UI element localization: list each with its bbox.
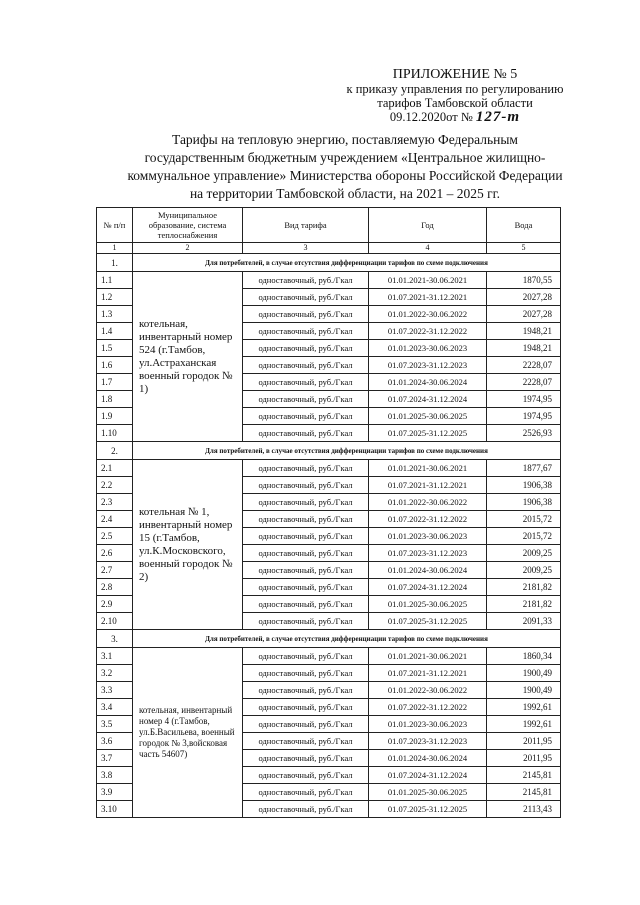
water-tariff-value: 2027,28: [487, 289, 561, 306]
row-number: 1.3: [97, 306, 133, 323]
water-tariff-value: 1992,61: [487, 716, 561, 733]
row-number: 1.8: [97, 391, 133, 408]
water-tariff-value: 2228,07: [487, 357, 561, 374]
water-tariff-value: 1900,49: [487, 682, 561, 699]
tariff-period: 01.07.2025-31.12.2025: [369, 801, 487, 818]
tariff-type: одноставочный, руб./Гкал: [243, 460, 369, 477]
heat-supply-object: котельная № 1, инвентарный номер 15 (г.Тамбов, ул.К.Московского, военный городок № 2): [133, 460, 243, 630]
water-tariff-value: 1974,95: [487, 391, 561, 408]
row-number: 3.6: [97, 733, 133, 750]
water-tariff-value: 2181,82: [487, 596, 561, 613]
row-number: 2.8: [97, 579, 133, 596]
tariff-type: одноставочный, руб./Гкал: [243, 733, 369, 750]
tariff-period: 01.01.2021-30.06.2021: [369, 272, 487, 289]
tariff-type: одноставочный, руб./Гкал: [243, 648, 369, 665]
row-number: 2.5: [97, 528, 133, 545]
title-line-2: государственным бюджетным учреждением «Центральное жилищно-: [144, 150, 546, 165]
water-tariff-value: 2145,81: [487, 767, 561, 784]
tariff-type: одноставочный, руб./Гкал: [243, 596, 369, 613]
header-water: Вода: [487, 208, 561, 243]
document-title: [110, 131, 580, 203]
row-number: 3.3: [97, 682, 133, 699]
tariff-type: одноставочный, руб./Гкал: [243, 391, 369, 408]
section-row: [97, 442, 561, 460]
appendix-header: [300, 68, 610, 124]
section-row: [97, 254, 561, 272]
water-tariff-value: 2091,33: [487, 613, 561, 630]
row-number: 2.3: [97, 494, 133, 511]
table-row: [97, 648, 561, 665]
tariff-type: одноставочный, руб./Гкал: [243, 494, 369, 511]
section-number: 1.: [97, 254, 133, 272]
row-number: 3.9: [97, 784, 133, 801]
tariff-type: одноставочный, руб./Гкал: [243, 682, 369, 699]
tariff-period: 01.07.2023-31.12.2023: [369, 733, 487, 750]
row-number: 2.7: [97, 562, 133, 579]
water-tariff-value: 2011,95: [487, 733, 561, 750]
tariff-type: одноставочный, руб./Гкал: [243, 425, 369, 442]
appendix-order-line: к приказу управления по регулированию: [346, 82, 564, 96]
tariff-period: 01.01.2021-30.06.2021: [369, 648, 487, 665]
header-municipality: Муниципальное образование, система теплоснабжения: [133, 208, 243, 243]
row-number: 2.6: [97, 545, 133, 562]
section-row: [97, 630, 561, 648]
row-number: 2.1: [97, 460, 133, 477]
column-number-row: [97, 243, 561, 254]
tariff-period: 01.01.2022-30.06.2022: [369, 494, 487, 511]
row-number: 2.4: [97, 511, 133, 528]
header-tariff-type: Вид тарифа: [243, 208, 369, 243]
tariff-period: 01.07.2022-31.12.2022: [369, 511, 487, 528]
water-tariff-value: 1870,55: [487, 272, 561, 289]
tariff-type: одноставочный, руб./Гкал: [243, 528, 369, 545]
title-line-3: коммунальное управление» Министерства обороны Российской Федерации: [127, 168, 563, 183]
row-number: 3.5: [97, 716, 133, 733]
order-number-handwritten: 127-т: [475, 109, 521, 125]
tariff-period: 01.01.2023-30.06.2023: [369, 340, 487, 357]
water-tariff-value: 1906,38: [487, 494, 561, 511]
water-tariff-value: 2011,95: [487, 750, 561, 767]
water-tariff-value: 2145,81: [487, 784, 561, 801]
row-number: 1.1: [97, 272, 133, 289]
row-number: 1.4: [97, 323, 133, 340]
water-tariff-value: 2009,25: [487, 545, 561, 562]
tariff-type: одноставочный, руб./Гкал: [243, 306, 369, 323]
appendix-title: ПРИЛОЖЕНИЕ № 5: [392, 67, 518, 82]
row-number: 3.7: [97, 750, 133, 767]
tariff-period: 01.07.2023-31.12.2023: [369, 357, 487, 374]
column-number: 3: [243, 243, 369, 254]
section-number: 2.: [97, 442, 133, 460]
heat-supply-object: котельная, инвентарный номер 524 (г.Тамбов, ул.Астраханская военный городок № 1): [133, 272, 243, 442]
tariff-type: одноставочный, руб./Гкал: [243, 767, 369, 784]
order-date: 09.12.2020от №: [389, 110, 473, 124]
tariff-period: 01.07.2021-31.12.2021: [369, 477, 487, 494]
tariff-period: 01.01.2023-30.06.2023: [369, 528, 487, 545]
tariff-period: 01.07.2021-31.12.2021: [369, 665, 487, 682]
tariff-type: одноставочный, руб./Гкал: [243, 289, 369, 306]
water-tariff-value: 1877,67: [487, 460, 561, 477]
tariff-period: 01.01.2022-30.06.2022: [369, 682, 487, 699]
row-number: 1.7: [97, 374, 133, 391]
water-tariff-value: 1948,21: [487, 340, 561, 357]
tariff-period: 01.01.2024-30.06.2024: [369, 374, 487, 391]
table-header-row: [97, 208, 561, 243]
tariff-type: одноставочный, руб./Гкал: [243, 801, 369, 818]
column-number: 1: [97, 243, 133, 254]
water-tariff-value: 2015,72: [487, 528, 561, 545]
tariff-type: одноставочный, руб./Гкал: [243, 323, 369, 340]
tariff-period: 01.07.2024-31.12.2024: [369, 767, 487, 784]
tariff-period: 01.01.2023-30.06.2023: [369, 716, 487, 733]
tariff-type: одноставочный, руб./Гкал: [243, 272, 369, 289]
row-number: 1.6: [97, 357, 133, 374]
row-number: 1.5: [97, 340, 133, 357]
section-number: 3.: [97, 630, 133, 648]
tariff-type: одноставочный, руб./Гкал: [243, 357, 369, 374]
tariff-type: одноставочный, руб./Гкал: [243, 699, 369, 716]
title-line-4: на территории Тамбовской области, на 2021 – 2025 гг.: [189, 186, 501, 201]
tariff-period: 01.07.2022-31.12.2022: [369, 699, 487, 716]
table-body: [97, 254, 561, 818]
table-row: [97, 460, 561, 477]
tariff-type: одноставочный, руб./Гкал: [243, 665, 369, 682]
row-number: 1.2: [97, 289, 133, 306]
section-label: Для потребителей, в случае отсутствия дифференциации тарифов по схеме подключения: [133, 442, 561, 460]
row-number: 3.10: [97, 801, 133, 818]
row-number: 1.10: [97, 425, 133, 442]
title-line-1: Тарифы на тепловую энергию, поставляемую Федеральным: [172, 132, 518, 147]
tariff-period: 01.07.2024-31.12.2024: [369, 391, 487, 408]
tariff-period: 01.01.2024-30.06.2024: [369, 750, 487, 767]
water-tariff-value: 1948,21: [487, 323, 561, 340]
tariff-period: 01.07.2025-31.12.2025: [369, 425, 487, 442]
tariff-period: 01.01.2025-30.06.2025: [369, 784, 487, 801]
row-number: 2.2: [97, 477, 133, 494]
tariff-type: одноставочный, руб./Гкал: [243, 408, 369, 425]
tariff-type: одноставочный, руб./Гкал: [243, 784, 369, 801]
column-number: 2: [133, 243, 243, 254]
water-tariff-value: 2526,93: [487, 425, 561, 442]
tariff-type: одноставочный, руб./Гкал: [243, 340, 369, 357]
tariff-type: одноставочный, руб./Гкал: [243, 545, 369, 562]
water-tariff-value: 2113,43: [487, 801, 561, 818]
water-tariff-value: 1860,34: [487, 648, 561, 665]
row-number: 2.10: [97, 613, 133, 630]
water-tariff-value: 2027,28: [487, 306, 561, 323]
row-number: 3.1: [97, 648, 133, 665]
section-label: Для потребителей, в случае отсутствия дифференциации тарифов по схеме подключения: [133, 630, 561, 648]
appendix-agency-line: тарифов Тамбовской области: [377, 96, 533, 110]
water-tariff-value: 2015,72: [487, 511, 561, 528]
tariff-period: 01.07.2022-31.12.2022: [369, 323, 487, 340]
column-number: 4: [369, 243, 487, 254]
water-tariff-value: 1906,38: [487, 477, 561, 494]
water-tariff-value: 1900,49: [487, 665, 561, 682]
row-number: 3.8: [97, 767, 133, 784]
tariff-type: одноставочный, руб./Гкал: [243, 374, 369, 391]
tariff-table: [96, 207, 561, 818]
heat-supply-object: котельная, инвентарный номер 4 (г.Тамбов, ул.Б.Васильева, военный городок № 3,войсковая часть 54607): [133, 648, 243, 818]
tariff-period: 01.07.2024-31.12.2024: [369, 579, 487, 596]
header-year: Год: [369, 208, 487, 243]
row-number: 3.2: [97, 665, 133, 682]
column-number: 5: [487, 243, 561, 254]
water-tariff-value: 1992,61: [487, 699, 561, 716]
tariff-period: 01.07.2025-31.12.2025: [369, 613, 487, 630]
water-tariff-value: 2228,07: [487, 374, 561, 391]
appendix-date-line: [300, 110, 610, 124]
tariff-type: одноставочный, руб./Гкал: [243, 750, 369, 767]
tariff-type: одноставочный, руб./Гкал: [243, 613, 369, 630]
row-number: 1.9: [97, 408, 133, 425]
tariff-type: одноставочный, руб./Гкал: [243, 562, 369, 579]
tariff-period: 01.01.2021-30.06.2021: [369, 460, 487, 477]
tariff-period: 01.01.2022-30.06.2022: [369, 306, 487, 323]
row-number: 3.4: [97, 699, 133, 716]
header-num: № п/п: [97, 208, 133, 243]
tariff-period: 01.07.2021-31.12.2021: [369, 289, 487, 306]
tariff-period: 01.01.2025-30.06.2025: [369, 408, 487, 425]
section-label: Для потребителей, в случае отсутствия дифференциации тарифов по схеме подключения: [133, 254, 561, 272]
tariff-type: одноставочный, руб./Гкал: [243, 511, 369, 528]
tariff-period: 01.01.2024-30.06.2024: [369, 562, 487, 579]
tariff-period: 01.01.2025-30.06.2025: [369, 596, 487, 613]
tariff-type: одноставочный, руб./Гкал: [243, 477, 369, 494]
water-tariff-value: 2181,82: [487, 579, 561, 596]
tariff-period: 01.07.2023-31.12.2023: [369, 545, 487, 562]
water-tariff-value: 2009,25: [487, 562, 561, 579]
tariff-type: одноставочный, руб./Гкал: [243, 716, 369, 733]
table-row: [97, 272, 561, 289]
tariff-type: одноставочный, руб./Гкал: [243, 579, 369, 596]
water-tariff-value: 1974,95: [487, 408, 561, 425]
row-number: 2.9: [97, 596, 133, 613]
